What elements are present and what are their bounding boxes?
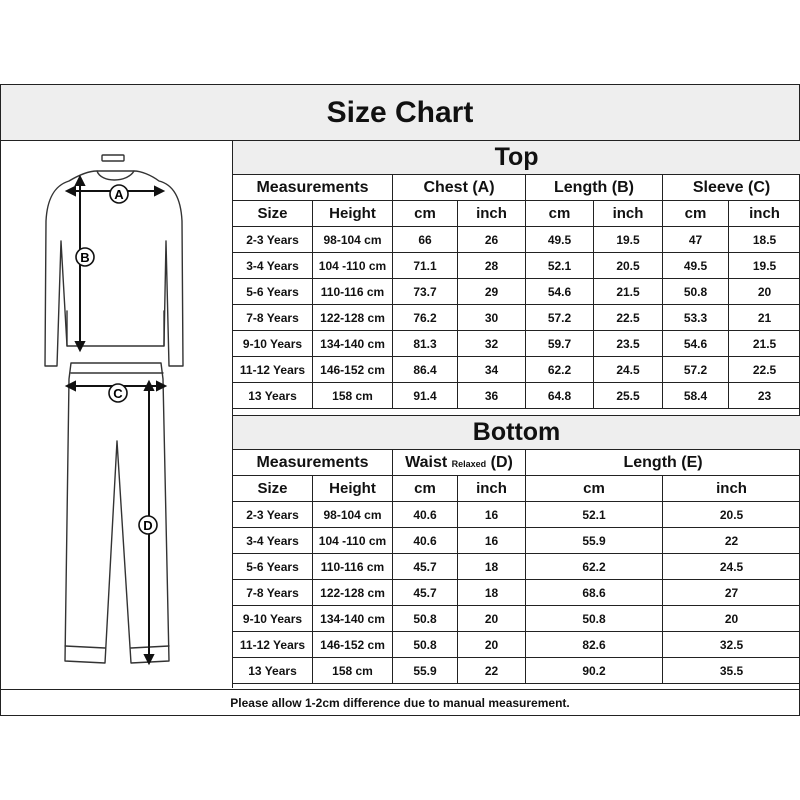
table-row <box>233 279 800 305</box>
table-cell: 16 <box>458 502 526 528</box>
table-cell: 98-104 cm <box>313 227 393 253</box>
svg-text:B: B <box>80 250 90 265</box>
table-cell: 20.5 <box>594 253 663 279</box>
table-cell: 104 -110 cm <box>313 528 393 554</box>
footer-note: Please allow 1-2cm difference due to manual measurement. <box>1 689 799 715</box>
table-row <box>233 227 800 253</box>
table-cell: 24.5 <box>594 357 663 383</box>
table-cell: 57.2 <box>526 305 594 331</box>
svg-text:A: A <box>114 187 124 202</box>
top-length-header: Length (B) <box>526 175 663 201</box>
table-cell: 22 <box>663 528 800 554</box>
bottom-col-waist-cm: cm <box>393 476 458 502</box>
table-row <box>233 305 800 331</box>
table-cell: 104 -110 cm <box>313 253 393 279</box>
table-cell: 28 <box>458 253 526 279</box>
table-cell: 5-6 Years <box>233 279 313 305</box>
table-cell: 45.7 <box>393 580 458 606</box>
table-cell: 22.5 <box>729 357 800 383</box>
table-cell: 32 <box>458 331 526 357</box>
table-cell: 20 <box>729 279 800 305</box>
table-cell: 50.8 <box>526 606 663 632</box>
svg-text:D: D <box>143 518 153 533</box>
top-col-chest-inch: inch <box>458 201 526 227</box>
waist-label: Waist <box>405 453 448 471</box>
table-cell: 64.8 <box>526 383 594 409</box>
table-cell: 82.6 <box>526 632 663 658</box>
table-cell: 40.6 <box>393 528 458 554</box>
table-row <box>233 502 800 528</box>
table-row <box>233 357 800 383</box>
top-col-length-cm: cm <box>526 201 594 227</box>
table-cell: 3-4 Years <box>233 253 313 279</box>
table-cell: 29 <box>458 279 526 305</box>
table-cell: 57.2 <box>663 357 729 383</box>
bottom-section-title: Bottom <box>233 416 800 450</box>
label-b <box>76 248 94 266</box>
top-col-size: Size <box>233 201 313 227</box>
top-col-chest-cm: cm <box>393 201 458 227</box>
svg-text:C: C <box>113 386 123 401</box>
top-col-length-inch: inch <box>594 201 663 227</box>
table-cell: 52.1 <box>526 502 663 528</box>
table-cell: 134-140 cm <box>313 606 393 632</box>
table-cell: 62.2 <box>526 357 594 383</box>
table-row <box>233 658 800 684</box>
table-cell: 158 cm <box>313 383 393 409</box>
table-cell: 86.4 <box>393 357 458 383</box>
table-cell: 146-152 cm <box>313 632 393 658</box>
table-cell: 22 <box>458 658 526 684</box>
table-cell: 55.9 <box>393 658 458 684</box>
table-cell: 134-140 cm <box>313 331 393 357</box>
table-cell: 54.6 <box>663 331 729 357</box>
table-cell: 54.6 <box>526 279 594 305</box>
top-col-height: Height <box>313 201 393 227</box>
table-cell: 3-4 Years <box>233 528 313 554</box>
table-cell: 50.8 <box>393 606 458 632</box>
top-measurements-header: Measurements <box>233 175 393 201</box>
table-cell: 50.8 <box>393 632 458 658</box>
waist-relaxed-note: Relaxed <box>451 458 487 469</box>
top-chest-header: Chest (A) <box>393 175 526 201</box>
table-cell: 36 <box>458 383 526 409</box>
table-row <box>233 383 800 409</box>
table-cell: 47 <box>663 227 729 253</box>
table-cell: 18.5 <box>729 227 800 253</box>
table-cell: 20.5 <box>663 502 800 528</box>
garment-diagram <box>1 141 233 688</box>
table-cell: 66 <box>393 227 458 253</box>
table-cell: 23 <box>729 383 800 409</box>
bottom-length-header: Length (E) <box>526 450 800 476</box>
table-cell: 13 Years <box>233 658 313 684</box>
bottom-measurements-header: Measurements <box>233 450 393 476</box>
table-cell: 73.7 <box>393 279 458 305</box>
table-row <box>233 528 800 554</box>
table-cell: 30 <box>458 305 526 331</box>
table-cell: 40.6 <box>393 502 458 528</box>
label-d <box>139 516 157 534</box>
table-cell: 81.3 <box>393 331 458 357</box>
pants-outline <box>65 363 169 663</box>
table-cell: 50.8 <box>663 279 729 305</box>
table-cell: 11-12 Years <box>233 632 313 658</box>
table-cell: 49.5 <box>526 227 594 253</box>
table-cell: 55.9 <box>526 528 663 554</box>
table-cell: 20 <box>458 606 526 632</box>
top-section-title: Top <box>233 141 800 175</box>
bottom-waist-header <box>393 450 526 476</box>
table-cell: 7-8 Years <box>233 305 313 331</box>
table-cell: 9-10 Years <box>233 331 313 357</box>
top-col-sleeve-inch: inch <box>729 201 800 227</box>
label-a <box>110 185 128 203</box>
waist-code: (D) <box>490 453 513 471</box>
table-cell: 122-128 cm <box>313 580 393 606</box>
table-cell: 35.5 <box>663 658 800 684</box>
table-cell: 34 <box>458 357 526 383</box>
label-c <box>109 384 127 402</box>
page-title: Size Chart <box>1 85 799 141</box>
table-cell: 27 <box>663 580 800 606</box>
table-row <box>233 554 800 580</box>
table-cell: 49.5 <box>663 253 729 279</box>
table-cell: 91.4 <box>393 383 458 409</box>
table-cell: 21 <box>729 305 800 331</box>
table-cell: 90.2 <box>526 658 663 684</box>
table-cell: 21.5 <box>729 331 800 357</box>
table-cell: 20 <box>458 632 526 658</box>
table-cell: 26 <box>458 227 526 253</box>
table-cell: 18 <box>458 554 526 580</box>
size-chart-frame <box>0 84 800 716</box>
top-size-table <box>232 140 800 409</box>
table-cell: 7-8 Years <box>233 580 313 606</box>
table-row <box>233 632 800 658</box>
table-cell: 122-128 cm <box>313 305 393 331</box>
table-cell: 59.7 <box>526 331 594 357</box>
bottom-col-length-cm: cm <box>526 476 663 502</box>
table-cell: 18 <box>458 580 526 606</box>
bottom-col-length-inch: inch <box>663 476 800 502</box>
table-cell: 19.5 <box>729 253 800 279</box>
shirt-label <box>102 155 124 161</box>
table-cell: 32.5 <box>663 632 800 658</box>
table-cell: 110-116 cm <box>313 279 393 305</box>
table-row <box>233 606 800 632</box>
table-cell: 19.5 <box>594 227 663 253</box>
table-cell: 5-6 Years <box>233 554 313 580</box>
table-cell: 52.1 <box>526 253 594 279</box>
table-cell: 76.2 <box>393 305 458 331</box>
table-row <box>233 331 800 357</box>
table-cell: 16 <box>458 528 526 554</box>
bottom-col-waist-inch: inch <box>458 476 526 502</box>
table-cell: 62.2 <box>526 554 663 580</box>
table-row <box>233 580 800 606</box>
table-cell: 11-12 Years <box>233 357 313 383</box>
bottom-col-size: Size <box>233 476 313 502</box>
table-cell: 71.1 <box>393 253 458 279</box>
table-cell: 98-104 cm <box>313 502 393 528</box>
pajama-illustration <box>1 141 232 688</box>
table-cell: 9-10 Years <box>233 606 313 632</box>
table-row <box>233 253 800 279</box>
table-cell: 158 cm <box>313 658 393 684</box>
table-cell: 23.5 <box>594 331 663 357</box>
table-cell: 53.3 <box>663 305 729 331</box>
table-cell: 13 Years <box>233 383 313 409</box>
table-cell: 45.7 <box>393 554 458 580</box>
table-cell: 25.5 <box>594 383 663 409</box>
table-cell: 20 <box>663 606 800 632</box>
table-cell: 2-3 Years <box>233 227 313 253</box>
table-cell: 58.4 <box>663 383 729 409</box>
shirt-collar <box>97 171 134 180</box>
table-cell: 24.5 <box>663 554 800 580</box>
bottom-size-table <box>232 415 800 684</box>
top-sleeve-header: Sleeve (C) <box>663 175 800 201</box>
table-cell: 146-152 cm <box>313 357 393 383</box>
table-cell: 21.5 <box>594 279 663 305</box>
table-cell: 110-116 cm <box>313 554 393 580</box>
table-cell: 22.5 <box>594 305 663 331</box>
bottom-col-height: Height <box>313 476 393 502</box>
table-cell: 2-3 Years <box>233 502 313 528</box>
top-col-sleeve-cm: cm <box>663 201 729 227</box>
table-cell: 68.6 <box>526 580 663 606</box>
